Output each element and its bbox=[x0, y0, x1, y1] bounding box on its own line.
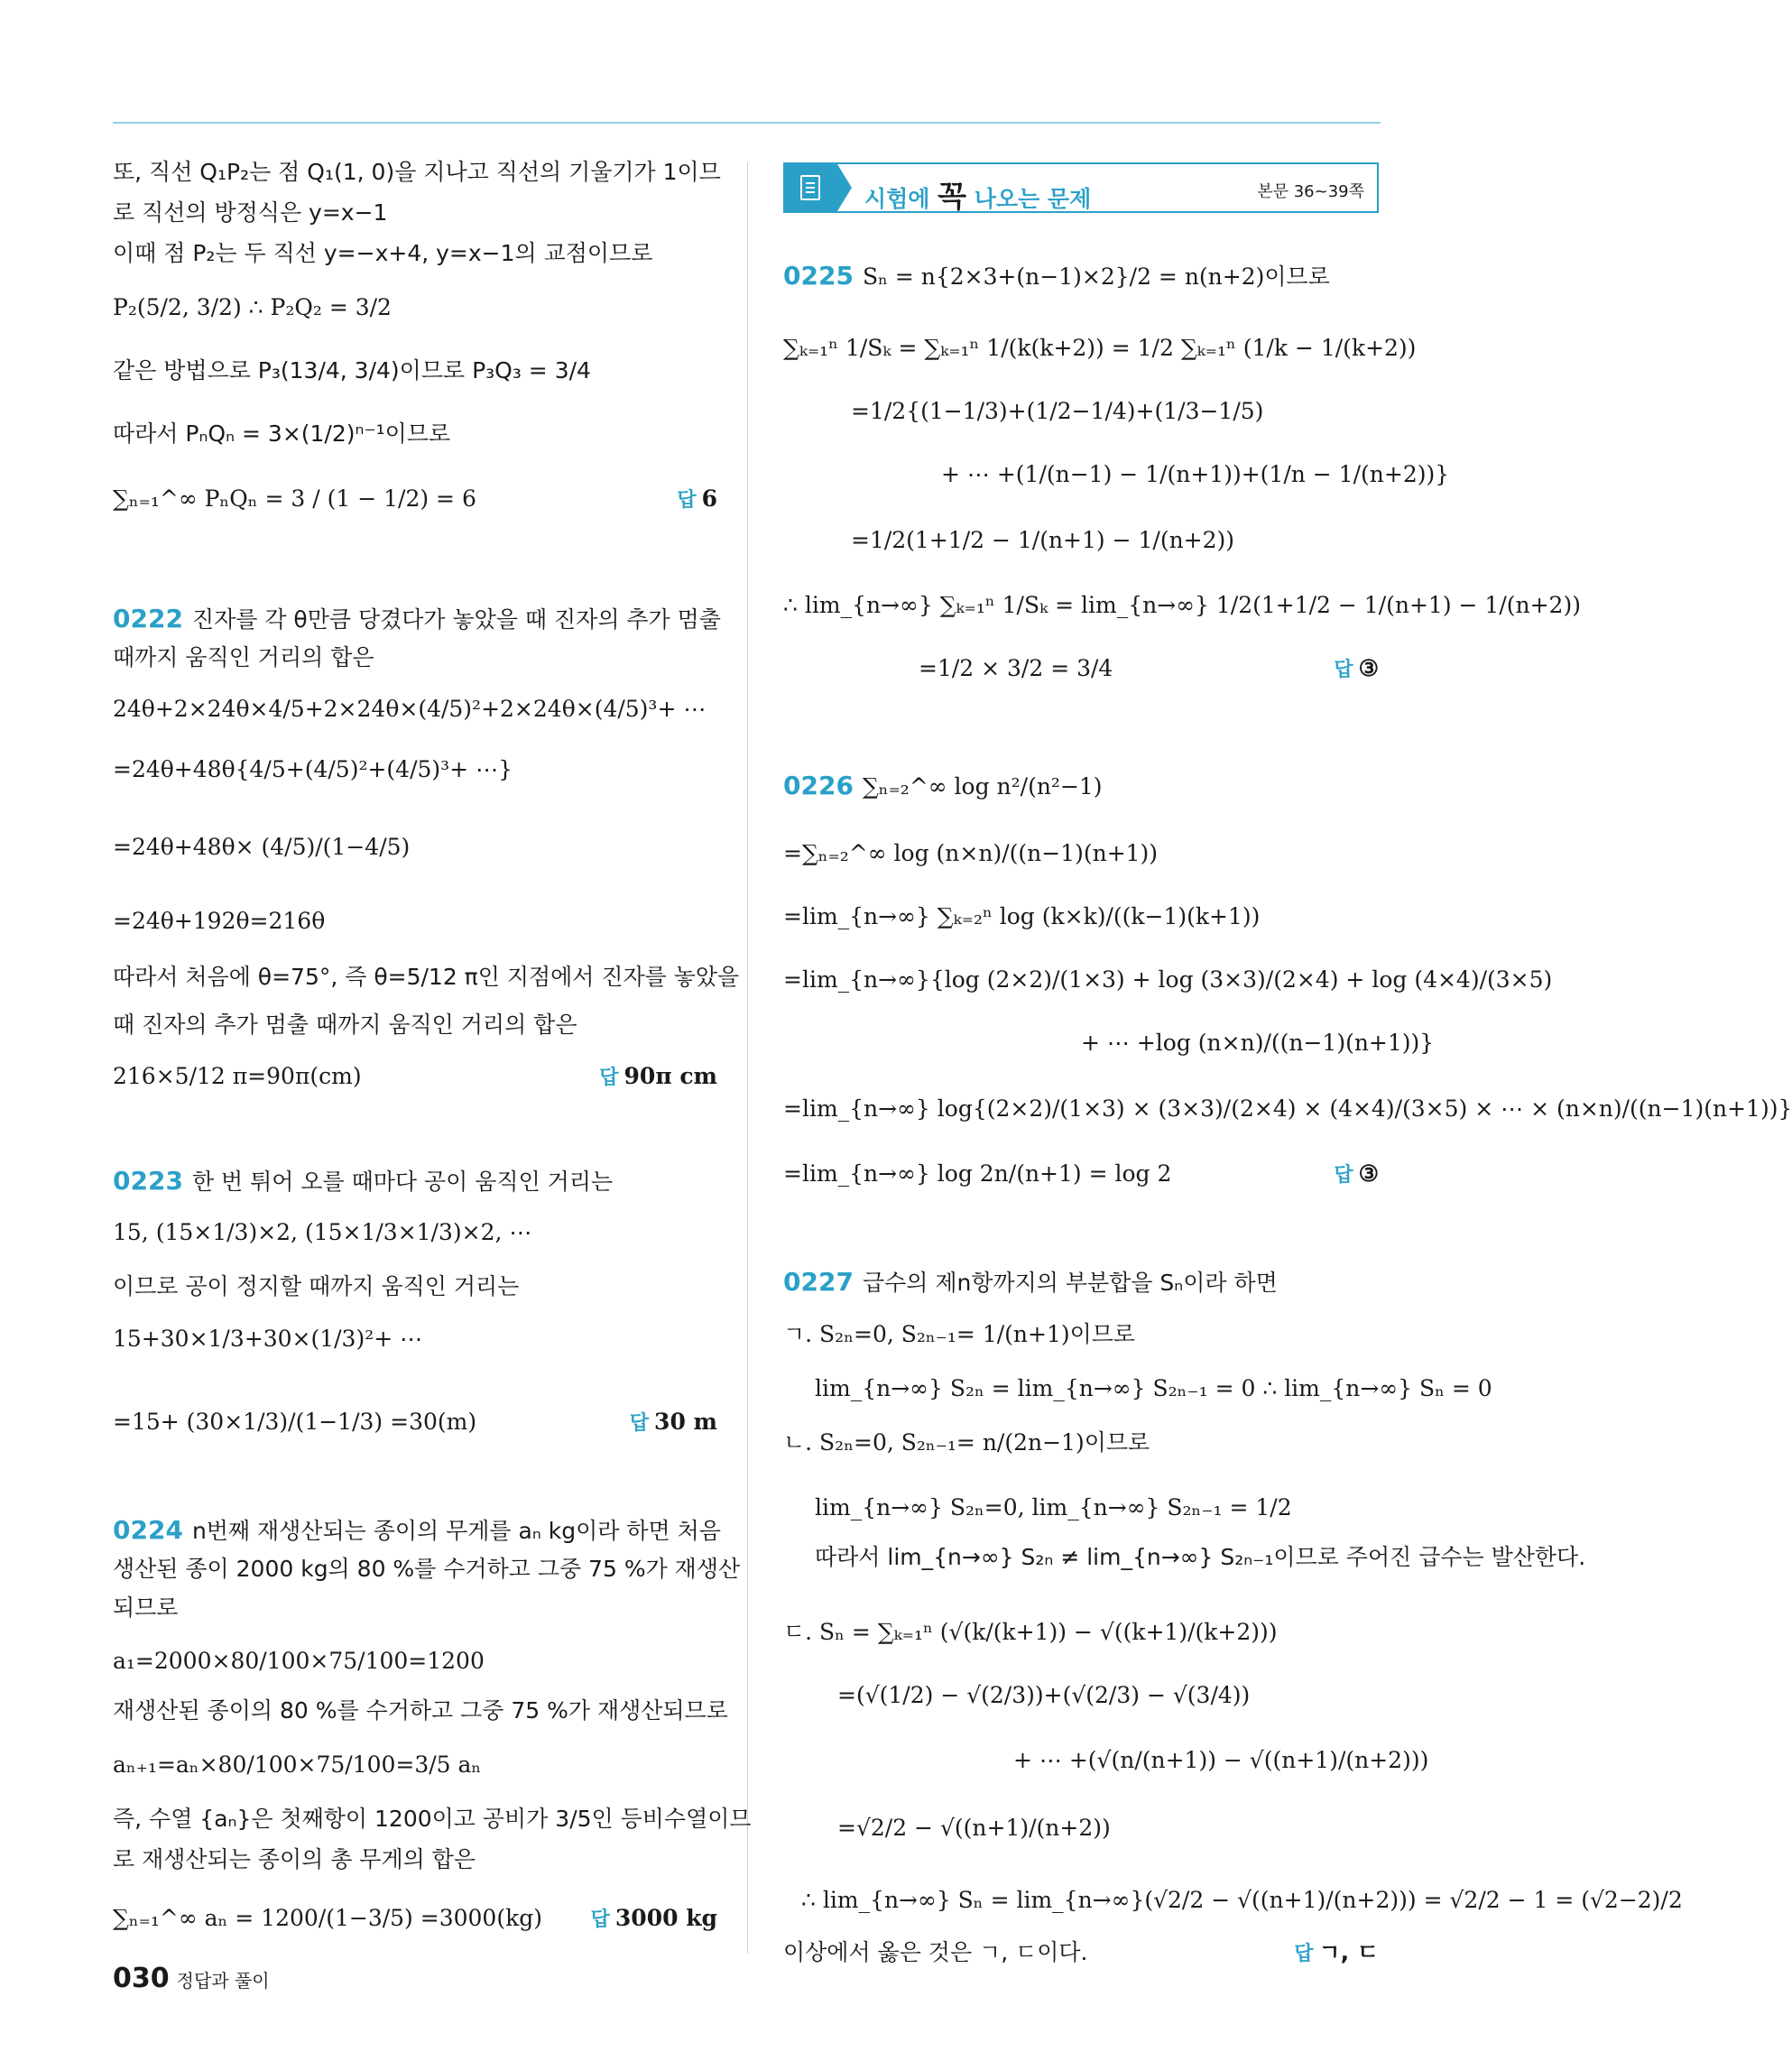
formula-line: + ⋯ +(1/(n−1) − 1/(n+1))+(1/n − 1/(n+2))} bbox=[941, 461, 1450, 487]
header-rule bbox=[113, 122, 1381, 124]
formula-line: ∴ lim_{n→∞} ∑ₖ₌₁ⁿ 1/Sₖ = lim_{n→∞} 1/2(1+1/2 − 1/(n+1) − 1/(n+2)) bbox=[783, 592, 1581, 618]
text-line: 따라서 PₙQₙ = 3×(1/2)ⁿ⁻¹이므로 bbox=[113, 421, 451, 447]
page-number: 030 bbox=[113, 1963, 170, 1994]
text-line: 이때 점 P₂는 두 직선 y=−x+4, y=x−1의 교점이므로 bbox=[113, 240, 653, 266]
problem-number: 0222 bbox=[113, 604, 183, 633]
column-divider bbox=[747, 162, 748, 1954]
page-footer bbox=[113, 1963, 270, 1994]
answer-222: 답 90π cm bbox=[599, 1063, 717, 1089]
formula-line: 24θ+2×24θ×4/5+2×24θ×(4/5)²+2×24θ×(4/5)³+ ⋯ bbox=[113, 696, 707, 722]
answer-label: 답 bbox=[677, 489, 697, 512]
document-icon bbox=[785, 164, 837, 211]
problem-225-intro: 0225 Sₙ = n{2×3+(n−1)×2}/2 = n(n+2)이므로 bbox=[783, 261, 1330, 291]
text-line: 때까지 움직인 거리의 합은 bbox=[113, 644, 374, 670]
problem-226-intro: 0226 ∑ₙ₌₂^∞ log n²/(n²−1) bbox=[783, 771, 1103, 800]
problem-number: 0227 bbox=[783, 1267, 854, 1297]
formula-line: P₂(5/2, 3/2) ∴ P₂Q₂ = 3/2 bbox=[113, 294, 392, 320]
text-line: 이므로 공이 정지할 때까지 움직인 거리는 bbox=[113, 1273, 520, 1299]
formula-line: =24θ+48θ× (4/5)/(1−4/5) bbox=[113, 834, 411, 860]
text-line: 되므로 bbox=[113, 1594, 179, 1621]
formula-line: ㄱ. S₂ₙ=0, S₂ₙ₋₁= 1/(n+1)이므로 bbox=[783, 1321, 1136, 1347]
formula-line: ∴ lim_{n→∞} Sₙ = lim_{n→∞}(√2/2 − √((n+1)/(n+2))) = √2/2 − 1 = (√2−2)/2 bbox=[801, 1887, 1683, 1913]
formula-line: =lim_{n→∞}{log (2×2)/(1×3) + log (3×3)/(2×4) + log (4×4)/(3×5) bbox=[783, 966, 1553, 993]
problem-222-intro: 0222 진자를 각 θ만큼 당겼다가 놓았을 때 진자의 추가 멈출 bbox=[113, 604, 721, 633]
answer-225: 답 ③ bbox=[1334, 655, 1379, 681]
formula-line: =1/2 × 3/2 = 3/4 bbox=[919, 655, 1113, 681]
formula-line: aₙ₊₁=aₙ×80/100×75/100=3/5 aₙ bbox=[113, 1751, 482, 1778]
formula-line: =√2/2 − √((n+1)/(n+2)) bbox=[837, 1815, 1111, 1841]
text-line: 때 진자의 추가 멈출 때까지 움직인 거리의 합은 bbox=[113, 1012, 577, 1038]
formula-line: =lim_{n→∞} log 2n/(n+1) = log 2 bbox=[783, 1160, 1172, 1187]
answer-221: 답 6 bbox=[677, 485, 717, 512]
text-line: 따라서 lim_{n→∞} S₂ₙ ≠ lim_{n→∞} S₂ₙ₋₁이므로 주어진 급수는 발산한다. bbox=[815, 1544, 1586, 1570]
problem-227-intro: 0227 급수의 제n항까지의 부분합을 Sₙ이라 하면 bbox=[783, 1267, 1278, 1297]
text-line: 같은 방법으로 P₃(13/4, 3/4)이므로 P₃Q₃ = 3/4 bbox=[113, 357, 591, 384]
formula-line: + ⋯ +(√(n/(n+1)) − √((n+1)/(n+2))) bbox=[1013, 1747, 1429, 1773]
answer-224: 답 3000 kg bbox=[590, 1905, 717, 1931]
problem-number: 0226 bbox=[783, 771, 854, 800]
section-banner bbox=[783, 162, 1379, 213]
formula-line: ∑ₙ₌₁^∞ aₙ = 1200/(1−3/5) =3000(kg) bbox=[113, 1905, 542, 1931]
formula-line: 15, (15×1/3)×2, (15×1/3×1/3)×2, ⋯ bbox=[113, 1219, 532, 1245]
answer-223: 답 30 m bbox=[629, 1409, 717, 1435]
formula-line: lim_{n→∞} S₂ₙ = lim_{n→∞} S₂ₙ₋₁ = 0 ∴ lim_{n→∞} Sₙ = 0 bbox=[815, 1375, 1492, 1401]
formula-line: =(√(1/2) − √(2/3))+(√(2/3) − √(3/4)) bbox=[837, 1682, 1251, 1708]
formula-line: =1/2{(1−1/3)+(1/2−1/4)+(1/3−1/5) bbox=[851, 398, 1264, 424]
formula-line: lim_{n→∞} S₂ₙ=0, lim_{n→∞} S₂ₙ₋₁ = 1/2 bbox=[815, 1494, 1292, 1520]
problem-number: 0223 bbox=[113, 1166, 183, 1196]
formula-line: =∑ₙ₌₂^∞ log (n×n)/((n−1)(n+1)) bbox=[783, 840, 1159, 866]
footer-title: 정답과 풀이 bbox=[176, 1970, 270, 1992]
banner-page-ref: 본문 36~39쪽 bbox=[1257, 182, 1364, 201]
formula-line: a₁=2000×80/100×75/100=1200 bbox=[113, 1648, 485, 1674]
formula-line: =24θ+48θ{4/5+(4/5)²+(4/5)³+ ⋯} bbox=[113, 756, 513, 782]
formula-line: =15+ (30×1/3)/(1−1/3) =30(m) bbox=[113, 1409, 477, 1435]
formula-line: ∑ₖ₌₁ⁿ 1/Sₖ = ∑ₖ₌₁ⁿ 1/(k(k+2)) = 1/2 ∑ₖ₌₁ⁿ (1/k − 1/(k+2)) bbox=[783, 335, 1417, 361]
problem-224-intro: 0224 n번째 재생산되는 종이의 무게를 aₙ kg이라 하면 처음 bbox=[113, 1515, 721, 1545]
formula-line: + ⋯ +log (n×n)/((n−1)(n+1))} bbox=[1081, 1030, 1435, 1056]
answer-227: 답 ㄱ, ㄷ bbox=[1294, 1939, 1379, 1965]
text-line: 재생산된 종이의 80 %를 수거하고 그중 75 %가 재생산되므로 bbox=[113, 1697, 728, 1724]
formula-line: =1/2(1+1/2 − 1/(n+1) − 1/(n+2)) bbox=[851, 527, 1235, 553]
formula-line: 15+30×1/3+30×(1/3)²+ ⋯ bbox=[113, 1326, 423, 1352]
formula-line: 216×5/12 π=90π(cm) bbox=[113, 1063, 362, 1089]
banner-arrow bbox=[837, 164, 852, 211]
formula-line: =24θ+192θ=216θ bbox=[113, 908, 326, 934]
problem-223-intro: 0223 한 번 튀어 오를 때마다 공이 움직인 거리는 bbox=[113, 1166, 614, 1196]
banner-title: 시험에 꼭 나오는 문제 bbox=[864, 179, 1092, 214]
text-line: 즉, 수열 {aₙ}은 첫째항이 1200이고 공비가 3/5인 등비수열이므 bbox=[113, 1806, 752, 1832]
formula-line: ㄷ. Sₙ = ∑ₖ₌₁ⁿ (√(k/(k+1)) − √((k+1)/(k+2))) bbox=[783, 1619, 1278, 1645]
answer-226: 답 ③ bbox=[1334, 1160, 1379, 1187]
text-line: 따라서 처음에 θ=75°, 즉 θ=5/12 π인 지점에서 진자를 놓았을 bbox=[113, 964, 740, 990]
formula-line: =lim_{n→∞} ∑ₖ₌₂ⁿ log (k×k)/((k−1)(k+1)) bbox=[783, 903, 1261, 929]
problem-number: 0225 bbox=[783, 261, 854, 291]
text-line: 이상에서 옳은 것은 ㄱ, ㄷ이다. bbox=[783, 1939, 1088, 1965]
formula-line: ∑ₙ₌₁^∞ PₙQₙ = 3 / (1 − 1/2) = 6 bbox=[113, 485, 476, 512]
problem-number: 0224 bbox=[113, 1515, 183, 1545]
text-line: 로 재생산되는 종이의 총 무게의 합은 bbox=[113, 1846, 476, 1872]
formula-line: ㄴ. S₂ₙ=0, S₂ₙ₋₁= n/(2n−1)이므로 bbox=[783, 1429, 1150, 1456]
text-line: 로 직선의 방정식은 y=x−1 bbox=[113, 199, 388, 226]
text-line: 생산된 종이 2000 kg의 80 %를 수거하고 그중 75 %가 재생산 bbox=[113, 1556, 741, 1582]
text-line: 또, 직선 Q₁P₂는 점 Q₁(1, 0)을 지나고 직선의 기울기가 1이므 bbox=[113, 159, 721, 185]
formula-line: =lim_{n→∞} log{(2×2)/(1×3) × (3×3)/(2×4) × (4×4)/(3×5) × ⋯ × (n×n)/((n−1)(n+1))} bbox=[783, 1095, 1792, 1122]
